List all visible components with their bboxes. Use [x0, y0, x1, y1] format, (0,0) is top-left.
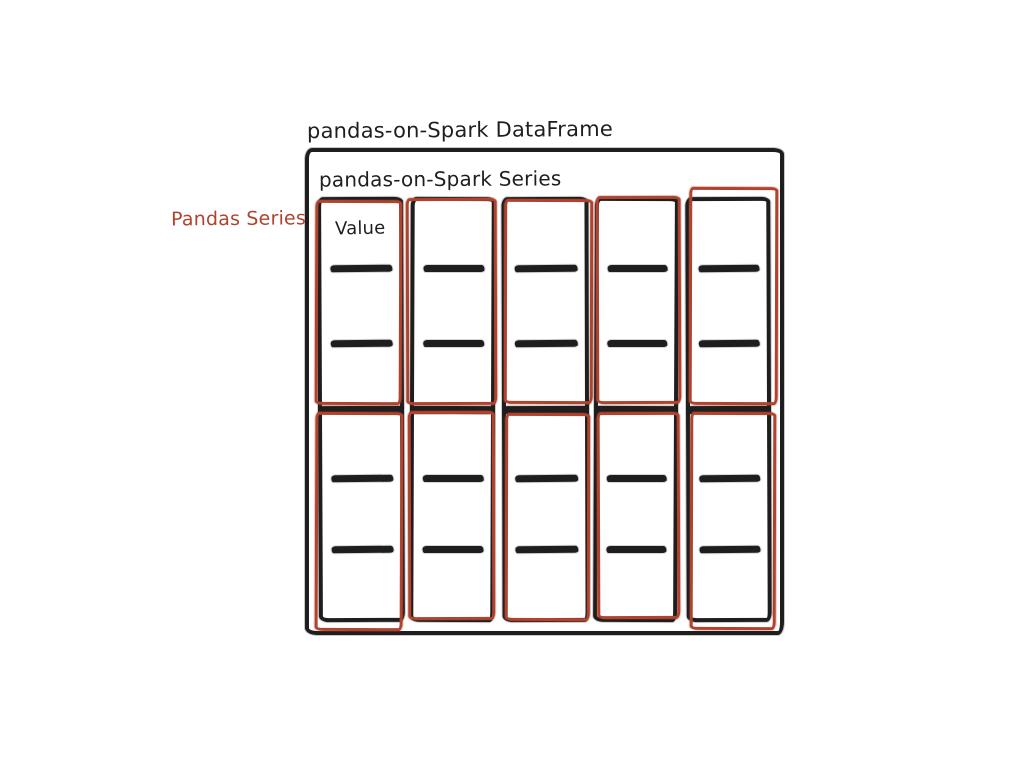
pandas-series-highlight [504, 199, 593, 404]
spark-series-label: pandas-on-Spark Series [318, 166, 562, 192]
pandas-series-highlight [505, 413, 590, 621]
value-column-header: Value [334, 217, 386, 240]
pandas-series-highlight [596, 196, 682, 404]
pandas-series-highlight [690, 412, 777, 630]
dataframe-title: pandas-on-Spark DataFrame [306, 116, 614, 144]
pandas-series-highlight [315, 412, 404, 631]
pandas-series-highlight [408, 411, 496, 620]
pandas-series-highlight [689, 187, 779, 405]
pandas-series-highlight [597, 412, 681, 619]
pandas-series-label: Pandas Series [170, 207, 307, 231]
pandas-series-highlight [406, 198, 498, 405]
